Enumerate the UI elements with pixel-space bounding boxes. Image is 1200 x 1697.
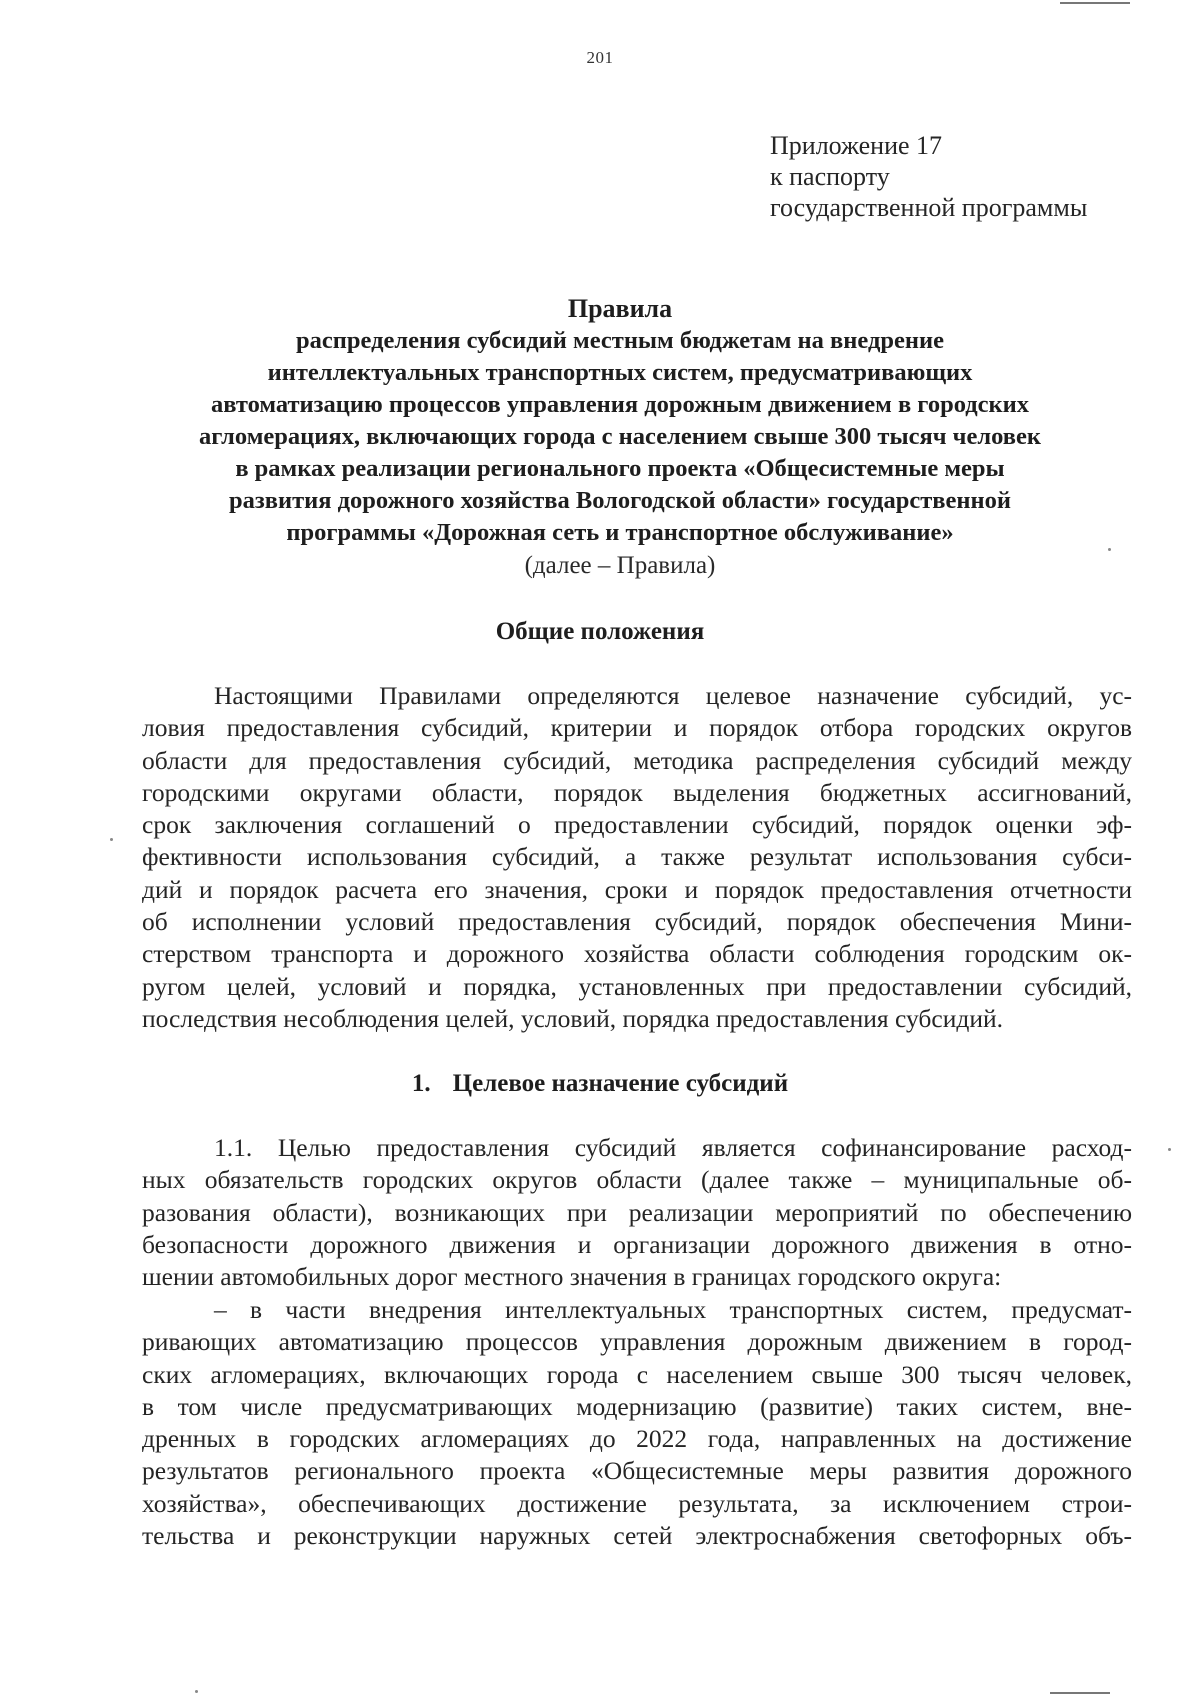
scan-speck [195, 1690, 198, 1693]
title-line: в рамках реализации регионального проекта «Общесистемные меры [235, 455, 1005, 482]
text-line: городскими округами области, порядок выделения бюджетных ассигнований, [142, 777, 1132, 807]
title-line: развития дорожного хозяйства Вологодской области» государственной [229, 487, 1011, 514]
text-line: ских агломерациях, включающих города с населением свыше 300 тысяч человек, [142, 1359, 1132, 1389]
title-line: интеллектуальных транспортных систем, предусматривающих [267, 359, 973, 386]
text-line: 1.1. Целью предоставления субсидий является софинансирование расход- [214, 1133, 1132, 1162]
text-line: ных обязательств городских округов области (далее также – муниципальные об- [142, 1165, 1132, 1195]
scan-speck [1168, 1148, 1171, 1151]
title-main: Правила [567, 294, 673, 323]
text-line: тельства и реконструкции наружных сетей электроснабжения светофорных объ- [142, 1521, 1132, 1551]
text-line: в том числе предусматривающих модернизацию (развитие) таких систем, вне- [142, 1391, 1132, 1421]
title-note: (далее – Правила) [524, 552, 716, 579]
text-line: безопасности дорожного движения и организации дорожного движения в отно- [142, 1229, 1132, 1259]
scan-speck [1108, 548, 1111, 551]
appendix-line: к паспорту [770, 162, 890, 191]
text-line: Настоящими Правилами определяются целевое назначение субсидий, ус- [214, 681, 1132, 710]
general-provisions-paragraph [142, 680, 1132, 1035]
text-line: ругом целей, условий и порядка, установленных при предоставлении субсидий, [142, 971, 1132, 1001]
appendix-line: государственной программы [770, 193, 1088, 222]
text-line: фективности использования субсидий, а также результат использования субси- [142, 842, 1132, 872]
text-line: шении автомобильных дорог местного значения в границах городского округа: [142, 1262, 1002, 1292]
title-line: программы «Дорожная сеть и транспортное обслуживание» [286, 519, 954, 546]
text-line: об исполнении условий предоставления субсидий, порядок обеспечения Мини- [142, 907, 1132, 937]
text-line: стерством транспорта и дорожного хозяйства области соблюдения городским ок- [142, 939, 1132, 969]
scan-artifact [1050, 1692, 1110, 1694]
section-number: 1. [411, 1070, 431, 1097]
section-1-heading [0, 1068, 1200, 1100]
text-line: дренных в городских агломерациях до 2022 года, направленных на достижение [142, 1424, 1132, 1454]
text-line: дий и порядок расчета его значения, сроки и порядок предоставления отчетности [142, 874, 1132, 904]
text-line: ривающих автоматизацию процессов управления дорожным движением в город- [142, 1327, 1132, 1357]
document-title [120, 292, 1120, 582]
appendix-line: Приложение 17 [770, 131, 943, 160]
title-line: автоматизацию процессов управления дорожным движением в городских [211, 391, 1029, 418]
section-title: Целевое назначение субсидий [452, 1070, 789, 1097]
scan-artifact [1060, 2, 1130, 4]
appendix-reference [770, 130, 1170, 223]
text-line: области для предоставления субсидий, методика распределения субсидий между [142, 745, 1132, 775]
text-line: последствия несоблюдения целей, условий, порядка предоставления субсидий. [142, 1003, 1003, 1033]
general-provisions-heading: Общие положения [495, 618, 705, 645]
text-line: разования области), возникающих при реализации мероприятий по обеспечению [142, 1197, 1132, 1227]
scan-speck [110, 838, 113, 841]
section-1-paragraph-1 [142, 1132, 1132, 1293]
text-line: срок заключения соглашений о предоставлении субсидий, порядок оценки эф- [142, 810, 1132, 840]
page-number: 201 [586, 48, 614, 67]
text-line: – в части внедрения интеллектуальных транспортных систем, предусмат- [214, 1295, 1132, 1324]
title-line: агломерациях, включающих города с населением свыше 300 тысяч человек [199, 423, 1041, 450]
text-line: ловия предоставления субсидий, критерии и порядок отбора городских округов [142, 713, 1132, 743]
title-line: распределения субсидий местным бюджетам на внедрение [296, 327, 944, 354]
section-1-paragraph-2 [142, 1294, 1132, 1552]
text-line: результатов регионального проекта «Общесистемные меры развития дорожного [142, 1456, 1132, 1486]
text-line: хозяйства», обеспечивающих достижение результата, за исключением строи- [142, 1488, 1132, 1518]
